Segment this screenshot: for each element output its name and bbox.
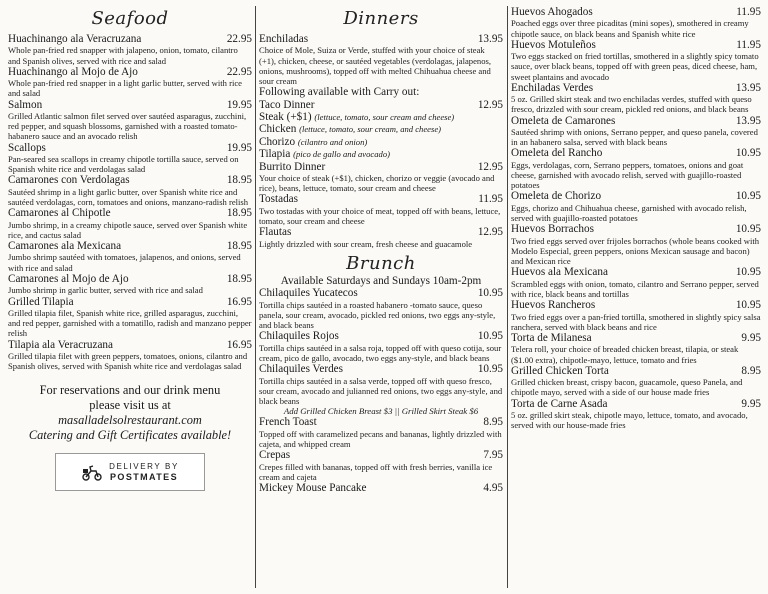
item-description: Pan-seared sea scallops in creamy chipotle tortilla sauce, served on Spanish white rice and verdolagas salad bbox=[8, 154, 239, 175]
menu-item bbox=[511, 6, 761, 39]
menu-item bbox=[259, 33, 503, 86]
menu-item bbox=[511, 332, 761, 365]
item-description: Eggs, verdolagas, corn, Serrano peppers, tomatoes, onions and goat cheese, garnished with avocado relish, served with guajillo-roasted potatoes bbox=[511, 159, 744, 191]
item-description: Choice of Mole, Suiza or Verde, stuffed with your choice of steak (+1), chicken, cheese, or sautéed vegetables (verdolagas, jalapenos, onions, mushrooms), topped off with melted Chihuahua cheese and sour cream bbox=[259, 45, 492, 87]
item-name: Crepas bbox=[259, 449, 291, 462]
menu-item bbox=[259, 226, 503, 249]
item-price: 10.95 bbox=[477, 363, 503, 376]
menu-item bbox=[259, 449, 503, 482]
seafood-title: Seafood bbox=[91, 8, 169, 29]
brunch-list-2 bbox=[259, 416, 503, 494]
item-name: Camarones con Verdolagas bbox=[8, 174, 130, 187]
item-name: Scallops bbox=[8, 141, 46, 154]
item-price: 4.95 bbox=[483, 481, 503, 494]
postmates-badge[interactable] bbox=[55, 453, 205, 491]
filling-option bbox=[259, 111, 503, 123]
item-description: Tortilla chips sautéed in a salsa verde, topped off with queso fresco, sour cream, avocado and julianned red onions, two eggs any-style, and black beans bbox=[259, 375, 503, 406]
item-name: Torta de Milanesa bbox=[511, 331, 592, 344]
item-price: 13.95 bbox=[477, 33, 503, 45]
item-name: Omeleta de Chorizo bbox=[511, 190, 602, 203]
item-description: Crepes filled with bananas, topped off with fresh berries, vanilla ice cream and cajeta bbox=[259, 461, 493, 482]
item-price: 16.95 bbox=[226, 338, 252, 351]
filling-option bbox=[259, 136, 503, 148]
item-name: Huachinango ala Veracruzana bbox=[8, 33, 142, 45]
dinners-brunch-column bbox=[259, 0, 503, 594]
item-price: 7.95 bbox=[483, 449, 503, 462]
item-price: 12.95 bbox=[477, 98, 503, 111]
item-price: 22.95 bbox=[226, 65, 252, 78]
menu-item bbox=[8, 33, 252, 66]
addon-note: Add Grilled Chicken Breast $3 || Grilled Skirt Steak $6 bbox=[283, 406, 479, 417]
item-name: Omeleta de Camarones bbox=[511, 114, 616, 127]
item-description: Topped off with caramelized pecans and bananas, lightly drizzled with cajeta, and whipped cream bbox=[259, 428, 502, 449]
menu-item bbox=[511, 39, 761, 82]
item-description: Your choice of steak (+$1), chicken, chorizo or veggie (avocado and rice), beans, lettuce, tomato, sour cream and cheese bbox=[259, 173, 495, 194]
item-price: 9.95 bbox=[741, 397, 761, 410]
brunch-hours: Available Saturdays and Sundays 10am-2pm bbox=[280, 274, 482, 287]
visit-text: please visit us at bbox=[89, 398, 171, 413]
website-link[interactable]: masalladelsolrestaurant.com bbox=[58, 413, 202, 428]
menu-item bbox=[259, 193, 503, 226]
item-description: Sautéed shrimp in a light garlic butter, over Spanish white rice and sautéed verdolagas, corn, tomatoes and onions, manzano-radish relish bbox=[8, 186, 249, 208]
menu-item bbox=[511, 398, 761, 431]
item-price: 12.95 bbox=[477, 226, 503, 239]
item-price: 10.95 bbox=[735, 223, 761, 236]
dinners-title: Dinners bbox=[343, 8, 419, 29]
menu-item bbox=[259, 482, 503, 494]
item-name: Mickey Mouse Pancake bbox=[259, 481, 367, 494]
item-description: Whole pan-fried red snapper with jalapeno, onion, tomato, cilantro and Spanish olives, served with rice and salad bbox=[8, 45, 238, 66]
item-name: Omeleta del Rancho bbox=[511, 147, 603, 160]
filling-note: (lettuce, tomato, sour cream, and cheese) bbox=[299, 124, 442, 135]
menu-item bbox=[259, 363, 503, 406]
item-description: Eggs, chorizo and Chihuahua cheese, garnished with avocado relish, served with guajillo-roasted potatoes bbox=[511, 202, 747, 224]
item-price: 11.95 bbox=[736, 6, 761, 18]
item-description: Poached eggs over three picaditas (mini sopes), smothered in creamy chipotle sauce, on black beans and Spanish white rice bbox=[511, 18, 749, 39]
menu-item bbox=[259, 287, 503, 330]
item-price: 11.95 bbox=[736, 38, 761, 51]
brunch-title: Brunch bbox=[346, 252, 416, 274]
item-name: Burrito Dinner bbox=[259, 160, 326, 173]
item-name: Huevos Motuleños bbox=[511, 38, 596, 51]
filling-option bbox=[259, 148, 503, 160]
item-name: Chilaquiles Yucatecos bbox=[259, 287, 358, 300]
item-price: 10.95 bbox=[477, 330, 503, 343]
item-name: Taco Dinner bbox=[259, 98, 315, 111]
item-description: Jumbo shrimp sautéed with tomatoes, jalapenos, and onions, served with rice and salad bbox=[8, 252, 241, 273]
item-description: Jumbo shrimp in garlic butter, served with rice and salad bbox=[8, 285, 203, 296]
item-price: 10.95 bbox=[735, 190, 761, 203]
item-name: Chilaquiles Rojos bbox=[259, 330, 339, 343]
item-description: Tortilla chips sautéed in a roasted habanero -tomato sauce, queso panela, sour cream, avocado, pickled red onions, two eggs any-style, and black beans bbox=[259, 299, 496, 331]
menu-item bbox=[259, 99, 503, 111]
menu-item bbox=[511, 82, 761, 115]
item-name: Salmon bbox=[8, 98, 43, 111]
item-name: Huachinango al Mojo de Ajo bbox=[8, 65, 138, 78]
reservations-footer bbox=[8, 383, 252, 491]
taco-fillings bbox=[259, 111, 503, 161]
item-price: 16.95 bbox=[226, 295, 252, 308]
menu-item bbox=[8, 240, 252, 273]
item-name: Enchiladas Verdes bbox=[511, 81, 594, 94]
item-description: Scrambled eggs with onion, tomato, cilantro and Serrano pepper, served with rice, black beans and tortillas bbox=[511, 278, 759, 299]
item-price: 13.95 bbox=[735, 81, 761, 94]
menu-item bbox=[511, 190, 761, 223]
filling-name: Chicken bbox=[259, 123, 297, 136]
filling-note: (cilantro and onion) bbox=[297, 136, 368, 147]
item-description: Whole pan-fried red snapper in a light garlic butter, served with rice and salad bbox=[8, 78, 242, 99]
item-description: Two fried eggs served over frijoles borrachos (whole beans cooked with Modelo Especial, green peppers, onions Mexican sausage and bacon) and Mexican rice bbox=[511, 235, 760, 267]
catering-text: Catering and Gift Certificates available! bbox=[28, 428, 232, 443]
menu-item bbox=[511, 223, 761, 266]
item-description: Grilled tilapia filet with green peppers, tomatoes, onions, cilantro and Spanish olives, served with Spanish white rice and verdolagas salad bbox=[8, 350, 248, 372]
menu-item bbox=[8, 66, 252, 99]
menu-item bbox=[511, 266, 761, 299]
column-divider bbox=[507, 6, 508, 588]
item-price: 13.95 bbox=[735, 114, 761, 127]
item-description: Grilled tilapia filet, Spanish white rice, grilled asparagus, zucchini, and red pepper, garnished with a tomatillo, radish and manzano pepper relish bbox=[8, 307, 252, 339]
menu-item bbox=[511, 299, 761, 332]
filling-note: (pico de gallo and avocado) bbox=[293, 149, 390, 160]
item-name: Camarones al Chipotle bbox=[8, 207, 111, 220]
filling-name: Tilapia bbox=[259, 148, 291, 161]
item-price: 19.95 bbox=[226, 141, 252, 154]
menu-item bbox=[8, 339, 252, 372]
item-description: Telera roll, your choice of breaded chicken breast, tilapia, or steak ($1.00 extra), chipotle-mayo, lettuce, tomato and fries bbox=[511, 344, 739, 365]
item-price: 10.95 bbox=[477, 287, 503, 300]
item-description: Grilled Atlantic salmon filet served over sautéed asparagus, zucchini, red pepper, and squash blossoms, garnished with a roasted tomato-habanero sauce and an avocado relish bbox=[8, 111, 247, 142]
item-description: 5 oz. Grilled skirt steak and two enchiladas verdes, stuffed with queso fresco, drizzled with sour cream, pickled red onions, and black beans bbox=[511, 94, 752, 115]
item-name: Huevos ala Mexicana bbox=[511, 266, 608, 279]
item-name: French Toast bbox=[259, 416, 317, 429]
menu-item bbox=[259, 416, 503, 449]
filling-name: Chorizo bbox=[259, 135, 296, 148]
reservations-text: For reservations and our drink menu bbox=[39, 383, 221, 398]
carry-out-heading: Following available with Carry out: bbox=[259, 86, 420, 99]
postmates-brand: POSTMATES bbox=[110, 472, 178, 483]
item-name: Tostadas bbox=[259, 193, 298, 206]
menu-item bbox=[8, 174, 252, 207]
column-divider bbox=[255, 6, 256, 588]
item-price: 18.95 bbox=[226, 207, 252, 220]
item-name: Enchiladas bbox=[259, 33, 309, 45]
item-name: Grilled Chicken Torta bbox=[511, 364, 609, 377]
item-price: 8.95 bbox=[483, 416, 503, 429]
item-name: Huevos Ahogados bbox=[511, 6, 593, 18]
menu-item bbox=[8, 99, 252, 142]
menu-item bbox=[8, 142, 252, 175]
item-description: Sautéed shrimp with onions, Serrano pepper, and queso panela, covered in an habanero salsa, served with black beans bbox=[511, 127, 758, 148]
item-price: 10.95 bbox=[735, 266, 761, 279]
item-price: 10.95 bbox=[735, 299, 761, 312]
item-price: 19.95 bbox=[226, 98, 252, 111]
item-price: 12.95 bbox=[477, 160, 503, 173]
filling-option bbox=[259, 123, 503, 135]
item-name: Huevos Rancheros bbox=[511, 299, 596, 312]
menu-item bbox=[259, 161, 503, 194]
item-description: Jumbo shrimp, in a creamy chipotle sauce, served over Spanish white rice, and cactus salad bbox=[8, 219, 248, 240]
menu-item bbox=[8, 273, 252, 296]
item-name: Flautas bbox=[259, 226, 292, 239]
filling-note: (lettuce, tomato, sour cream and cheese) bbox=[314, 112, 455, 123]
seafood-column bbox=[8, 0, 252, 594]
brunch-list bbox=[259, 287, 503, 406]
item-name: Camarones ala Mexicana bbox=[8, 240, 122, 253]
item-name: Chilaquiles Verdes bbox=[259, 363, 343, 376]
menu-item bbox=[259, 330, 503, 363]
postmates-text bbox=[109, 461, 179, 483]
item-name: Grilled Tilapia bbox=[8, 295, 74, 308]
item-description: Two tostadas with your choice of meat, topped off with beans, lettuce, tomato, sour cream and cheese bbox=[259, 205, 501, 227]
item-name: Torta de Carne Asada bbox=[511, 397, 608, 410]
item-price: 18.95 bbox=[226, 272, 252, 285]
item-description: Lightly drizzled with sour cream, fresh cheese and guacamole bbox=[259, 238, 473, 249]
filling-name: Steak (+$1) bbox=[259, 111, 312, 124]
brunch-continued-column bbox=[511, 0, 761, 594]
seafood-list bbox=[8, 33, 252, 371]
item-description: Two fried eggs over a pan-fried tortilla, smothered in slightly spicy salsa ranchera, served with black beans and rice bbox=[511, 311, 761, 332]
delivery-by-label: DELIVERY BY bbox=[109, 462, 179, 472]
item-price: 9.95 bbox=[741, 331, 761, 344]
item-price: 18.95 bbox=[226, 174, 252, 187]
dinners-list bbox=[259, 161, 503, 249]
item-price: 10.95 bbox=[735, 147, 761, 160]
scooter-icon bbox=[81, 463, 103, 481]
item-description: Tortilla chips sautéed in a salsa roja, topped off with queso cotija, sour cream, pico de gallo, avocado, two eggs any-style, and black beans bbox=[259, 342, 502, 363]
menu-item bbox=[511, 115, 761, 148]
item-price: 22.95 bbox=[226, 33, 252, 45]
item-name: Huevos Borrachos bbox=[511, 223, 594, 236]
item-price: 11.95 bbox=[478, 193, 503, 206]
item-description: Two eggs stacked on fried tortillas, smothered in a slightly spicy tomato sauce, over black beans, topped off with green peas, diced cheese, ham, sweet plantains and avocado bbox=[511, 51, 759, 82]
item-name: Camarones al Mojo de Ajo bbox=[8, 272, 129, 285]
menu-item bbox=[8, 296, 252, 339]
item-price: 8.95 bbox=[741, 364, 761, 377]
menu-item bbox=[8, 207, 252, 240]
menu-item bbox=[511, 365, 761, 398]
item-description: 5 oz. grilled skirt steak, chipotle mayo, lettuce, tomato, and avocado, served with our house-made fries bbox=[511, 409, 748, 431]
brunch-continued-list bbox=[511, 6, 761, 430]
item-price: 18.95 bbox=[226, 240, 252, 253]
item-name: Tilapia ala Veracruzana bbox=[8, 338, 113, 351]
menu-item bbox=[511, 147, 761, 190]
item-description: Grilled chicken breast, crispy bacon, guacamole, queso Panela, and chipotle mayo, served with a side of our house made fries bbox=[511, 377, 743, 398]
